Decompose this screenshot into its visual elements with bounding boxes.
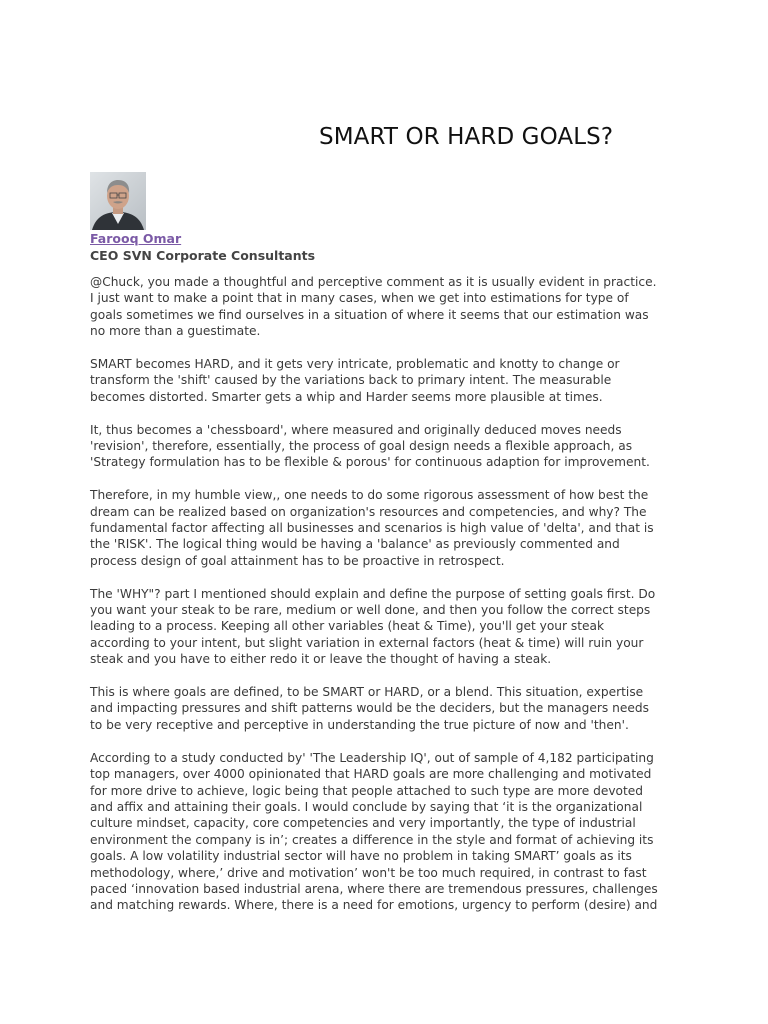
paragraph-line: I just want to make a point that in many cases, when we get into estimations for type of — [90, 291, 629, 306]
article-paragraph — [90, 750, 690, 914]
paragraph-line: According to a study conducted by' 'The Leadership IQ', out of sample of 4,182 participating — [90, 750, 654, 765]
article-paragraph — [90, 274, 690, 340]
article-paragraph — [90, 422, 690, 471]
paragraph-line: dream can be realized based on organization's resources and competencies, and why? The — [90, 504, 647, 519]
article-paragraph — [90, 356, 690, 405]
paragraph-line: environment the company is in’; creates a difference in the style and format of achieving its — [90, 832, 654, 847]
paragraph-line: and matching rewards. Where, there is a need for emotions, urgency to perform (desire) and — [90, 898, 658, 913]
paragraph-line: becomes distorted. Smarter gets a whip and Harder seems more plausible at times. — [90, 389, 603, 404]
paragraph-line: This is where goals are defined, to be SMART or HARD, or a blend. This situation, expertise — [90, 685, 644, 700]
page-title: SMART OR HARD GOALS? — [319, 124, 614, 150]
paragraph-line: goals. A low volatility industrial sector will have no problem in taking SMART’ goals as its — [90, 849, 632, 864]
article-paragraph — [90, 684, 690, 733]
author-avatar — [90, 172, 146, 230]
paragraph-line: the 'RISK'. The logical thing would be having a 'balance' as previously commented and — [90, 537, 620, 552]
author-role: CEO SVN Corporate Consultants — [90, 248, 316, 263]
paragraph-line: you want your steak to be rare, medium or well done, and then you follow the correct steps — [90, 603, 651, 618]
paragraph-line: according to your intent, but slight variation in external factors (heat & time) will ruin your — [90, 635, 644, 650]
article-body — [90, 274, 690, 930]
paragraph-line: The 'WHY"? part I mentioned should explain and define the purpose of setting goals first. Do — [90, 586, 656, 601]
article-paragraph — [90, 586, 690, 668]
paragraph-line: fundamental factor affecting all businesses and scenarios is high value of 'delta', and that is — [90, 521, 654, 536]
paragraph-line: goals sometimes we find ourselves in a situation of where it seems that our estimation was — [90, 307, 649, 322]
paragraph-line: 'Strategy formulation has to be flexible & porous' for continuous adaption for improvement. — [90, 455, 650, 470]
paragraph-line: to be very receptive and perceptive in understanding the true picture of now and 'then'. — [90, 717, 629, 732]
paragraph-line: top managers, over 4000 opinionated that HARD goals are more challenging and motivated — [90, 767, 652, 782]
author-name-link[interactable]: Farooq Omar — [90, 231, 182, 246]
paragraph-line: paced ‘innovation based industrial arena, where there are tremendous pressures, challenges — [90, 881, 658, 896]
paragraph-line: and impacting pressures and shift patterns would be the deciders, but the managers needs — [90, 701, 649, 716]
paragraph-line: methodology, where,’ drive and motivation’ won't be too much required, in contrast to fast — [90, 865, 647, 880]
paragraph-line: 'revision', therefore, essentially, the process of goal design needs a flexible approach, as — [90, 439, 633, 454]
author-photo — [90, 172, 146, 230]
paragraph-line: leading to a process. Keeping all other variables (heat & Time), you'll get your steak — [90, 619, 605, 634]
paragraph-line: steak and you have to either redo it or leave the thought of having a steak. — [90, 652, 552, 667]
paragraph-line: Therefore, in my humble view,, one needs to do some rigorous assessment of how best the — [90, 488, 649, 503]
paragraph-line: @Chuck, you made a thoughtful and perceptive comment as it is usually evident in practice. — [90, 275, 657, 289]
paragraph-line: and affix and attaining their goals. I would conclude by saying that ‘it is the organizational — [90, 799, 643, 814]
paragraph-line: transform the 'shift' caused by the variations back to primary intent. The measurable — [90, 373, 612, 388]
paragraph-line: SMART becomes HARD, and it gets very intricate, problematic and knotty to change or — [90, 357, 620, 372]
paragraph-line: no more than a guestimate. — [90, 324, 261, 339]
paragraph-line: It, thus becomes a 'chessboard', where measured and originally deduced moves needs — [90, 422, 622, 437]
paragraph-line: for more drive to achieve, logic being that people attached to such type are more devoted — [90, 783, 643, 798]
paragraph-line: culture mindset, capacity, core competencies and very importantly, the type of industrial — [90, 816, 636, 831]
paragraph-line: process design of goal attainment has to be proactive in retrospect. — [90, 553, 505, 568]
article-paragraph — [90, 487, 690, 569]
